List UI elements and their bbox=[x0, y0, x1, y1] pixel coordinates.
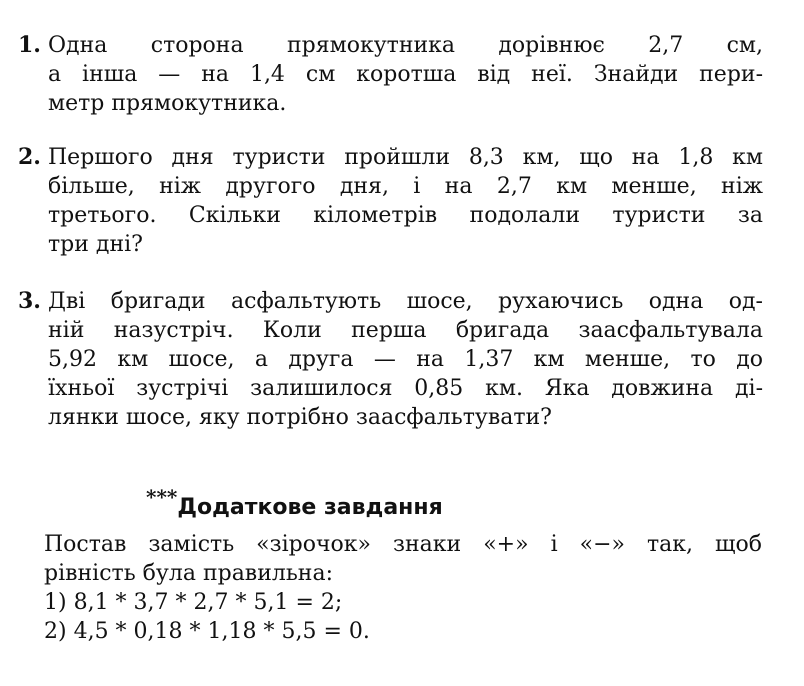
problem-number: 2. bbox=[18, 144, 41, 170]
text-line: Дві бригади асфальтують шосе, рухаючись одна од- bbox=[48, 289, 763, 314]
text-line: 5,92 км шосе, а друга — на 1,37 км менше, то до bbox=[48, 347, 763, 372]
extra-task-heading bbox=[146, 477, 443, 528]
stars-marker: *** bbox=[146, 485, 178, 509]
text-line: лянки шосе, яку потрібно заасфальтувати? bbox=[48, 405, 552, 430]
extra-task-title: Додаткове завдання bbox=[177, 495, 443, 520]
extra-task-body bbox=[44, 530, 764, 646]
text-line: рівність була правильна: bbox=[44, 561, 333, 586]
text-line: третього. Скільки кілометрів подолали туристи за bbox=[48, 203, 763, 228]
text-line: метр прямокутника. bbox=[48, 91, 287, 116]
problem-text bbox=[48, 287, 763, 432]
problem-text bbox=[48, 143, 763, 259]
text-line: три дні? bbox=[48, 232, 143, 257]
equation-2: 2) 4,5 * 0,18 * 1,18 * 5,5 = 0. bbox=[44, 619, 370, 644]
problem-text bbox=[48, 31, 763, 118]
equation-1: 1) 8,1 * 3,7 * 2,7 * 5,1 = 2; bbox=[44, 590, 343, 615]
problem-number: 3. bbox=[18, 288, 41, 314]
text-line: більше, ніж другого дня, і на 2,7 км менше, ніж bbox=[48, 174, 763, 199]
text-line: а інша — на 1,4 см коротша від неї. Знайди пери- bbox=[48, 62, 763, 87]
text-line: Постав замість «зірочок» знаки «+» і «−» так, щоб bbox=[44, 532, 762, 557]
text-line: ній назустріч. Коли перша бригада заасфальтувала bbox=[48, 318, 763, 343]
text-line: Одна сторона прямокутника дорівнює 2,7 см, bbox=[48, 33, 763, 58]
text-line: Першого дня туристи пройшли 8,3 км, що на 1,8 км bbox=[48, 145, 763, 170]
problem-number: 1. bbox=[18, 32, 41, 58]
text-line: їхньої зустрічі залишилося 0,85 км. Яка довжина ді- bbox=[48, 376, 763, 401]
